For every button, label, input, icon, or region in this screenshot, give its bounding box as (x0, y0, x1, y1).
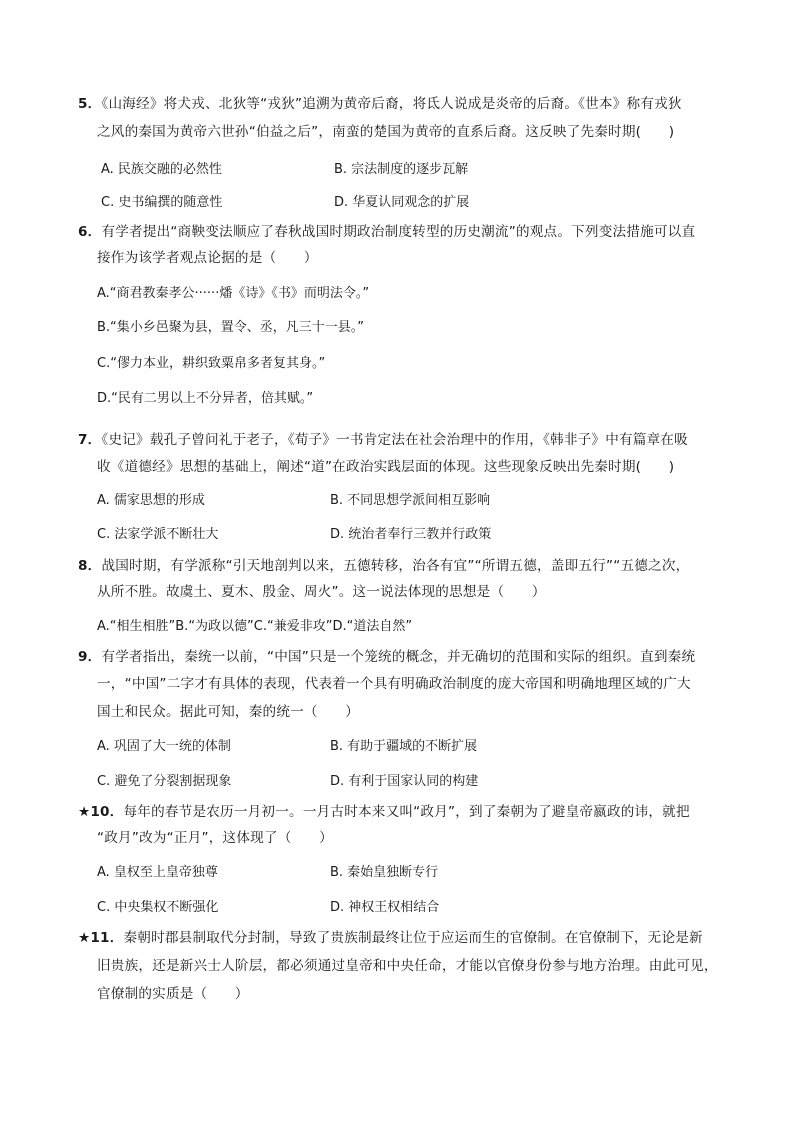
question-6-option-c[interactable]: C.“僇力本业，耕织致粟帛多者复其身。” (97, 356, 326, 371)
question-6-line-2: 接作为该学者观点论据的是（ ） (97, 250, 318, 266)
question-stem: 每年的春节是农历一月初一。一月古时本来又叫“政月”，到了秦朝为了避皇帝嬴政的讳，就把 (123, 804, 690, 820)
question-7-option-a[interactable]: A. 儒家思想的形成 (97, 493, 205, 508)
question-11-line-2: 旧贵族，还是新兴士人阶层，都必须通过皇帝和中央任命，才能以官僚身份参与地方治理。由此可见， (97, 958, 718, 974)
question-6-option-a[interactable]: A.“商君教秦孝公······燔《诗》《书》而明法令。” (97, 286, 370, 301)
question-7-option-b[interactable]: B. 不同思想学派间相互影响 (330, 493, 491, 508)
question-9-line-3: 国土和民众。据此可知，秦的统一（ ） (97, 704, 360, 720)
question-number: 8． (78, 558, 102, 574)
question-8-line-1 (78, 556, 689, 576)
question-9-option-d[interactable]: D. 有利于国家认同的构建 (330, 774, 479, 789)
question-5-option-d[interactable]: D. 华夏认同观念的扩展 (334, 195, 470, 210)
question-stem: 秦朝时郡县制取代分封制，导致了贵族制最终让位于应运而生的官僚制。在官僚制下，无论是新 (123, 930, 703, 946)
question-6-option-b[interactable]: B.“集小乡邑聚为县，置令、丞，凡三十一县。” (97, 320, 365, 335)
question-9-option-b[interactable]: B. 有助于疆域的不断扩展 (330, 739, 478, 754)
question-stem: 有学者提出“商鞅变法顺应了春秋战国时期政治制度转型的历史潮流”的观点。下列变法措施可以直 (101, 224, 696, 240)
question-7-line-1 (78, 430, 688, 450)
question-10-option-b[interactable]: B. 秦始皇独断专行 (330, 865, 439, 880)
question-8-line-2: 从所不胜。故虞土、夏木、殷金、周火”。这一说法体现的思想是（ ） (97, 584, 546, 600)
question-7-option-d[interactable]: D. 统治者奉行三教并行政策 (330, 527, 492, 542)
question-5-line-2: 之风的秦国为黄帝六世孙“伯益之后”，南蛮的楚国为黄帝的直系后裔。这反映了先秦时期( ) (97, 124, 675, 140)
question-5-option-c[interactable]: C. 史书编撰的随意性 (101, 195, 223, 210)
question-stem: 《史记》载孔子曾问礼于老子，《荀子》一书肯定法在社会治理中的作用，《韩非子》中有篇章在吸 (101, 432, 688, 448)
question-5-option-b[interactable]: B. 宗法制度的逐步瓦解 (334, 162, 469, 177)
question-9-option-c[interactable]: C. 避免了分裂割据现象 (97, 774, 232, 789)
question-10-line-2: “政月”改为“正月”，这体现了（ ） (97, 830, 333, 846)
question-10-option-c[interactable]: C. 中央集权不断强化 (97, 900, 219, 915)
question-6-line-1 (78, 222, 695, 242)
question-7-option-c[interactable]: C. 法家学派不断壮大 (97, 527, 219, 542)
question-number: ★11． (78, 930, 124, 946)
question-10-option-d[interactable]: D. 神权王权相结合 (330, 900, 440, 915)
question-9-line-2: 一，“中国”二字才有具体的表现，代表着一个具有明确政治制度的庞大帝国和明确地理区域的广大 (97, 676, 691, 692)
question-number: 5． (78, 96, 102, 112)
question-5-option-a[interactable]: A. 民族交融的必然性 (101, 162, 222, 177)
question-11-line-1 (78, 928, 703, 948)
question-number: ★10． (78, 804, 124, 820)
question-7-line-2: 收《道德经》思想的基础上，阐述“道”在政治实践层面的体现。这些现象反映出先秦时期( ) (97, 459, 675, 475)
question-8-options[interactable]: A.“相生相胜”B.“为政以德”C.“兼爱非攻”D.“道法自然” (97, 619, 413, 634)
question-10-option-a[interactable]: A. 皇权至上皇帝独尊 (97, 865, 218, 880)
question-stem: 《山海经》将犬戎、北狄等“戎狄”追溯为黄帝后裔，将氐人说成是炎帝的后裔。《世本》称有戎狄 (101, 96, 682, 112)
question-stem: 战国时期，有学派称“引天地剖判以来，五德转移，治各有宜”“所谓五德，盖即五行”“五德之次， (101, 558, 690, 574)
question-10-line-1 (78, 802, 690, 822)
question-number: 9． (78, 649, 102, 665)
question-number: 7． (78, 432, 102, 448)
question-6-option-d[interactable]: D.“民有二男以上不分异者，倍其赋。” (97, 391, 314, 406)
question-number: 6． (78, 224, 102, 240)
question-11-line-3: 官僚制的实质是（ ） (97, 986, 249, 1002)
question-9-line-1 (78, 647, 695, 667)
question-9-option-a[interactable]: A. 巩固了大一统的体制 (97, 739, 231, 754)
question-stem: 有学者指出，秦统一以前，“中国”只是一个笼统的概念，并无确切的范围和实际的组织。直到秦统 (101, 649, 696, 665)
question-5-line-1 (78, 94, 682, 114)
